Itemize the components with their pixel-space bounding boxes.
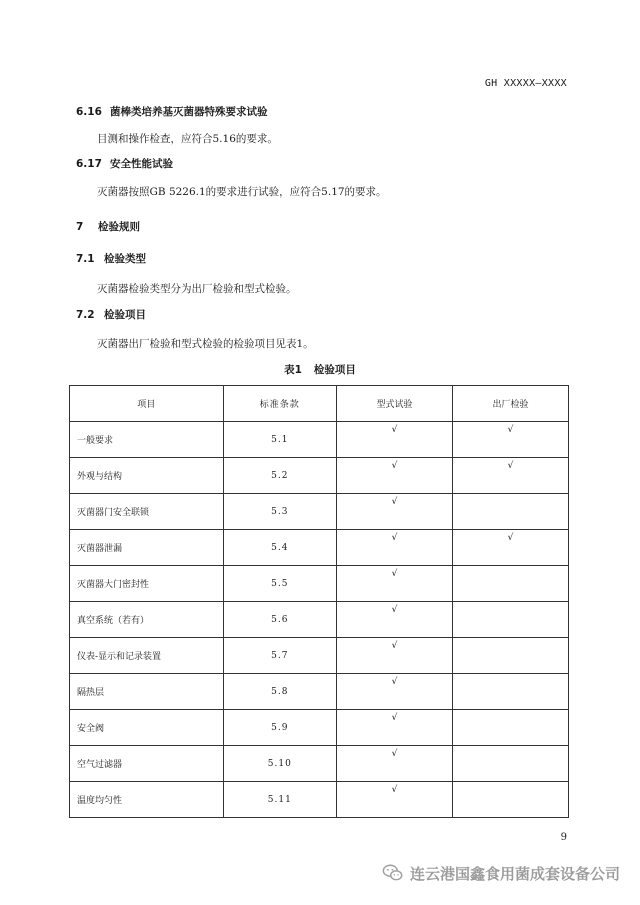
section-text-6-17: 灭菌器按照GB 5226.1的要求进行试验，应符合5.17的要求。 xyxy=(97,186,387,198)
row-clause: 5.4 xyxy=(223,530,336,566)
row-clause: 5.10 xyxy=(223,746,336,782)
table-caption-title: 检验项目 xyxy=(313,364,356,376)
row-type-test xyxy=(336,422,452,458)
row-factory-inspection xyxy=(452,530,568,566)
row-clause: 5.1 xyxy=(223,422,336,458)
section-text-7-1: 灭菌器检验类型分为出厂检验和型式检验。 xyxy=(97,283,297,295)
section-heading-7-2 xyxy=(76,307,146,322)
row-factory-inspection xyxy=(452,674,568,710)
row-type-test xyxy=(336,566,452,602)
table-row xyxy=(70,494,569,530)
row-factory-inspection xyxy=(452,602,568,638)
row-item: 真空系统（若有） xyxy=(70,602,224,638)
section-number: 6.16 xyxy=(76,106,102,118)
table-caption-number: 表1 xyxy=(284,364,302,376)
page-number: 9 xyxy=(560,832,567,843)
table-row xyxy=(70,674,569,710)
section-heading-7-1 xyxy=(76,251,146,266)
row-clause: 5.3 xyxy=(223,494,336,530)
row-factory-inspection xyxy=(452,782,568,818)
section-number: 7.2 xyxy=(76,309,95,321)
row-type-test xyxy=(336,494,452,530)
document-code: GH XXXXX—XXXX xyxy=(484,78,567,89)
table-row xyxy=(70,566,569,602)
check-mark: √ xyxy=(391,461,398,471)
section-title: 检验类型 xyxy=(104,253,146,265)
row-item: 一般要求 xyxy=(70,422,224,458)
table-row xyxy=(70,422,569,458)
row-type-test xyxy=(336,638,452,674)
section-number: 6.17 xyxy=(76,158,102,170)
section-heading-6-16 xyxy=(76,104,268,119)
check-mark: √ xyxy=(507,461,514,471)
section-title: 菌棒类培养基灭菌器特殊要求试验 xyxy=(110,106,268,118)
section-heading-7 xyxy=(76,219,140,234)
row-clause: 5.2 xyxy=(223,458,336,494)
table-row xyxy=(70,530,569,566)
table-row xyxy=(70,458,569,494)
row-type-test xyxy=(336,530,452,566)
row-item: 灭菌器门安全联锁 xyxy=(70,494,224,530)
table-row xyxy=(70,782,569,818)
row-item: 仪表-显示和记录装置 xyxy=(70,638,224,674)
section-number: 7.1 xyxy=(76,253,95,265)
row-item: 安全阀 xyxy=(70,710,224,746)
inspection-items-table xyxy=(69,385,569,818)
check-mark: √ xyxy=(391,713,398,723)
header-item: 项目 xyxy=(70,386,224,422)
watermark-text: 连云港国鑫食用菌成套设备公司 xyxy=(409,864,620,883)
row-type-test xyxy=(336,782,452,818)
header-factory-inspection: 出厂检验 xyxy=(452,386,568,422)
header-clause: 标准条款 xyxy=(223,386,336,422)
row-type-test xyxy=(336,674,452,710)
table-row xyxy=(70,710,569,746)
check-mark: √ xyxy=(507,533,514,543)
section-title: 检验规则 xyxy=(98,221,140,233)
check-mark: √ xyxy=(391,605,398,615)
table-row xyxy=(70,602,569,638)
check-mark: √ xyxy=(391,677,398,687)
section-number: 7 xyxy=(76,221,84,233)
section-title: 安全性能试验 xyxy=(110,158,173,170)
row-item: 温度均匀性 xyxy=(70,782,224,818)
check-mark: √ xyxy=(391,497,398,507)
check-mark: √ xyxy=(391,749,398,759)
watermark xyxy=(382,862,620,884)
header-type-test: 型式试验 xyxy=(336,386,452,422)
check-mark: √ xyxy=(391,425,398,435)
row-item: 隔热层 xyxy=(70,674,224,710)
wechat-icon xyxy=(382,862,404,884)
section-text-6-16: 目测和操作检查，应符合5.16的要求。 xyxy=(97,133,278,145)
section-title: 检验项目 xyxy=(104,309,146,321)
check-mark: √ xyxy=(391,641,398,651)
check-mark: √ xyxy=(391,533,398,543)
row-clause: 5.7 xyxy=(223,638,336,674)
row-clause: 5.11 xyxy=(223,782,336,818)
row-item: 空气过滤器 xyxy=(70,746,224,782)
row-item: 灭菌器泄漏 xyxy=(70,530,224,566)
check-mark: √ xyxy=(391,569,398,579)
row-type-test xyxy=(336,602,452,638)
row-item: 灭菌器大门密封性 xyxy=(70,566,224,602)
row-factory-inspection xyxy=(452,710,568,746)
row-clause: 5.9 xyxy=(223,710,336,746)
row-factory-inspection xyxy=(452,422,568,458)
section-heading-6-17 xyxy=(76,156,173,171)
table-row xyxy=(70,746,569,782)
row-clause: 5.8 xyxy=(223,674,336,710)
row-type-test xyxy=(336,710,452,746)
check-mark: √ xyxy=(391,785,398,795)
row-factory-inspection xyxy=(452,494,568,530)
section-text-7-2: 灭菌器出厂检验和型式检验的检验项目见表1。 xyxy=(97,338,314,350)
row-clause: 5.5 xyxy=(223,566,336,602)
table-row xyxy=(70,638,569,674)
row-type-test xyxy=(336,746,452,782)
row-factory-inspection xyxy=(452,566,568,602)
table-caption xyxy=(0,362,640,377)
row-item: 外观与结构 xyxy=(70,458,224,494)
row-factory-inspection xyxy=(452,458,568,494)
table-header-row xyxy=(70,386,569,422)
row-clause: 5.6 xyxy=(223,602,336,638)
row-factory-inspection xyxy=(452,746,568,782)
check-mark: √ xyxy=(507,425,514,435)
row-type-test xyxy=(336,458,452,494)
row-factory-inspection xyxy=(452,638,568,674)
